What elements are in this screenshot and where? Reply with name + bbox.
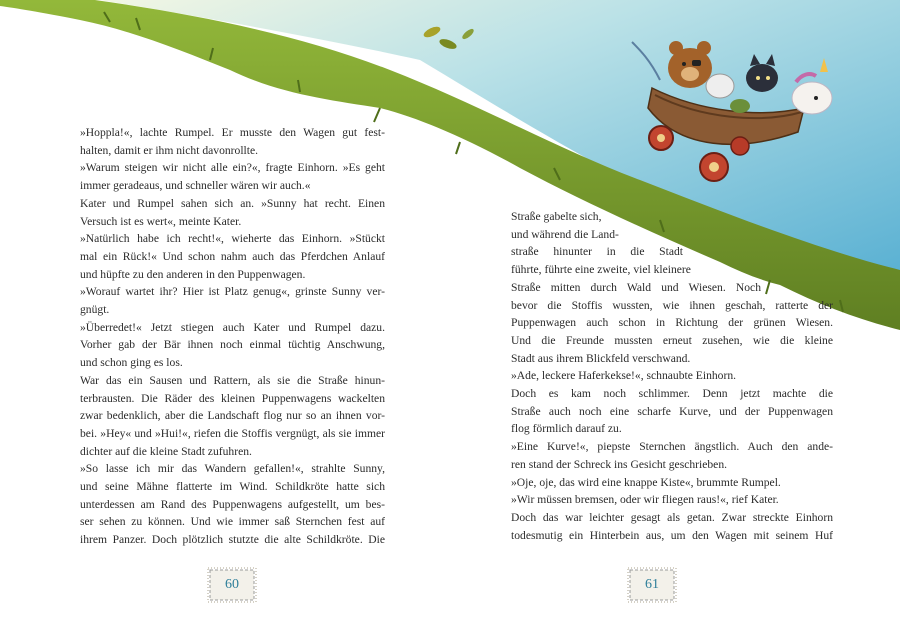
text-line: ren stand der Schreck ins Gesicht geschrieben.	[511, 457, 728, 471]
text-line: ihrem Panzer. Doch plötzlich stutzte die alte Schildkröte. Die	[80, 533, 385, 547]
text-line: straße hinunter in die Stadt	[511, 245, 683, 259]
text-line: mal ein Rück!« Und schon nahm auch das Pferdchen Anlauf	[80, 249, 385, 263]
text-line: terbrausten. Die Räder des kleinen Puppenwagens wackelten	[80, 391, 385, 405]
text-line: »Oje, oje, das wird eine knappe Kiste«, brummte Rumpel.	[511, 475, 781, 489]
text-line: und hüpfte zu den anderen in den Puppenwagen.	[80, 267, 306, 281]
text-line: War das ein Sausen und Rattern, als sie die Straße hinun-	[80, 373, 385, 387]
text-line: »Überredet!« Jetzt stiegen auch Kater und Rumpel dazu.	[80, 320, 385, 334]
text-line: immer geradeaus, und schneller wären wir auch.«	[80, 179, 311, 193]
text-line: »Worauf wartet ihr? Hier ist Platz genug«, grinste Sunny ver-	[80, 285, 385, 299]
text-line: gnügt.	[80, 303, 110, 317]
text-line: und schon ging es los.	[80, 356, 183, 370]
text-line: »So lasse ich mir das Wandern gefallen!«, strahlte Sunny,	[80, 462, 385, 476]
text-line: zwar bedenklich, aber die Landschaft flog nur so an ihnen vor-	[80, 409, 385, 423]
text-line: und seine Mähne flatterte im Wind. Schildkröte hatte sich	[80, 480, 385, 494]
text-line: Doch es kam noch schlimmer. Denn jetzt machte die	[511, 387, 833, 401]
right-page-text	[511, 208, 833, 544]
text-line: Stadt aus ihrem Blickfeld verschwand.	[511, 351, 691, 365]
text-line: Versuch ist es wert«, meinte Kater.	[80, 214, 242, 228]
text-line: dichter auf die kleine Stadt zufuhren.	[80, 444, 252, 458]
text-line: Straße mitten durch Wald und Wiesen. Noch	[511, 280, 761, 294]
text-line: Puppenwagen auch schon in Richtung der grünen Wiesen.	[511, 316, 833, 330]
text-line: »Warum steigen wir nicht alle ein?«, fragte Einhorn. »Es geht	[80, 161, 385, 175]
text-line: todesmutig ein Hinterbein aus, um den Wagen mit seinem Huf	[511, 528, 833, 542]
text-line: bei. »Hey« und »Hui!«, riefen die Stoffis vergnügt, als sie immer	[80, 426, 385, 440]
page-number-label: 60	[225, 577, 239, 592]
text-line: unterdessen am Rand des Puppenwagens aufgestellt, um bes-	[80, 497, 385, 511]
text-line: halten, damit er ihm nicht davonrollte.	[80, 143, 259, 157]
text-line: und während die Land-	[511, 227, 619, 241]
text-line: bevor die Stoffis wussten, wie ihnen geschah, ratterte der	[511, 298, 833, 312]
text-line: Straße auch noch eine scharfe Kurve, und der Puppenwagen	[511, 404, 833, 418]
left-page-text	[80, 124, 385, 549]
page-number-right	[627, 567, 677, 603]
page-number-left	[207, 567, 257, 603]
text-line: ser sehen zu können. Und wie immer saß Sternchen fest auf	[80, 515, 385, 529]
text-line: flog förmlich darauf zu.	[511, 422, 622, 436]
text-line: »Eine Kurve!«, piepste Sternchen ängstlich. Auch den ande-	[511, 440, 833, 454]
text-line: »Ade, leckere Haferkekse!«, schnaubte Einhorn.	[511, 369, 737, 383]
text-line: führte, führte eine zweite, viel kleinere	[511, 263, 691, 277]
text-line: Kater und Rumpel sahen sich an. »Sunny hat recht. Einen	[80, 196, 385, 210]
text-line: »Wir müssen bremsen, oder wir fliegen raus!«, rief Kater.	[511, 493, 779, 507]
text-line: Doch das war leichter gesagt als getan. Zwar streckte Einhorn	[511, 510, 833, 524]
text-line: Straße gabelte sich,	[511, 210, 602, 223]
text-line: Vorher gab der Bär ihnen noch einmal tüchtig Anschwung,	[80, 338, 385, 352]
page-number-label: 61	[645, 577, 659, 592]
text-line: Und die Freunde mussten erneut zusehen, wie die kleine	[511, 333, 833, 347]
text-line: »Hoppla!«, lachte Rumpel. Er musste den Wagen gut fest-	[80, 126, 385, 139]
text-line: »Natürlich habe ich recht!«, wieherte das Einhorn. »Stückt	[80, 232, 385, 246]
